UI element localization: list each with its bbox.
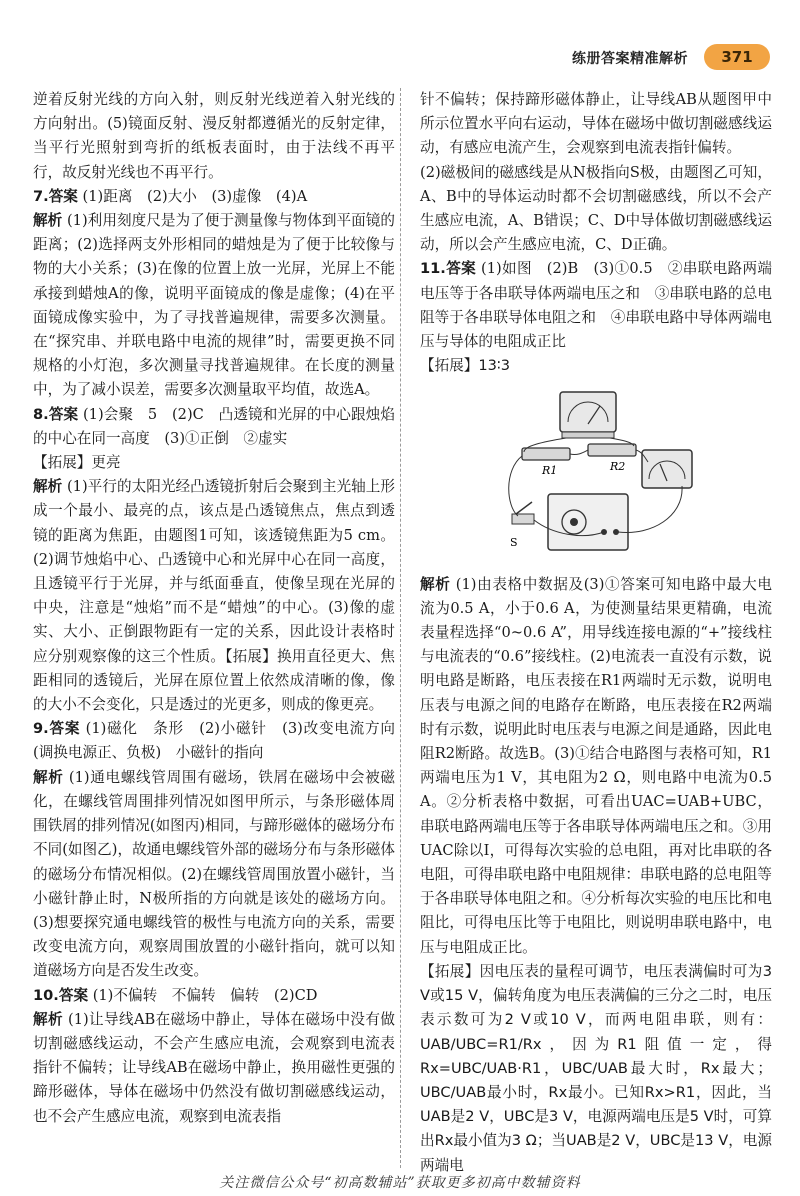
answer-tag: 答案 xyxy=(48,187,78,205)
column-divider xyxy=(400,88,401,1168)
question-8 xyxy=(33,403,395,451)
analysis-tag: 解析 xyxy=(420,575,451,593)
answer-tag: 答案 xyxy=(48,720,81,738)
answer-tag: 答案 xyxy=(48,405,79,423)
ammeter-icon xyxy=(642,450,692,488)
resistor-r2-icon xyxy=(588,444,636,456)
continued-paragraph: 针不偏转；保持蹄形磁体静止，让导线AB从题图甲中所示位置水平向右运动，导体在磁场中做切割磁感线运动，有感应电流产生，会观察到电流表指针偏转。 xyxy=(420,91,772,157)
answer-text: (1)如图 (2)B (3)①0.5 ②串联电路两端电压等于各串联导体两端电压之和 ③串联电路的总电阻等于各串联导体电阻之和 ④串联电路中导体两端电压与导体的电阻成正比 xyxy=(420,260,773,351)
question-9 xyxy=(33,717,395,765)
analysis-tag: 解析 xyxy=(33,768,64,786)
question-number: 11. xyxy=(420,260,446,278)
analysis-text: (1)通电螺线管周围有磁场，铁屑在磁场中会被磁化，在螺线管周围排列情况如图甲所示，与条形磁体周围铁屑的排列情况(如图丙)相同，与蹄形磁体的磁场分布不同(如图乙)，故通电螺线管外部的磁场分布与条形磁体的磁场分布情况相似。(2)在螺线管周围放置小磁针，当小磁针静止时，N极所指的方向就是该处的磁场方向。(3)想要探究通电螺线管的极性与电流方向的关系，需要改变电流方向，观察周围放置的小磁针指向，就可以知道磁场方向是否发生改变。 xyxy=(33,768,395,980)
answer-text: (1)会聚 5 (2)C 凸透镜和光屏的中心跟烛焰的中心在同一高度 (3)①正倒 ②虚实 xyxy=(33,405,395,447)
analysis-7 xyxy=(33,209,395,403)
analysis-11 xyxy=(420,573,772,960)
question-number: 9. xyxy=(33,720,49,738)
analysis-tag: 解析 xyxy=(33,1010,63,1028)
analysis-text: (1)由表格中数据及(3)①答案可知电路中最大电流为0.5 A，小于0.6 A，为使测量结果更精确，电流表量程选择“0~0.6 A”，用导线连接电源的“+”接线柱与电流表的“0.6”接线柱。(2)电流表一直没有示数，说明电路是断路，电压表接在R1两端时无示数，说明电压表与电源之间的电路存在断路，电压表接在R2两端时有示数，说明此时电压表与电源之间是通路，因此电阻R2断路。故选B。(3)①结合电路图与表格可知，R1两端电压为1 V，其电阻为2 Ω，则电路中电流为0.5 A。②分析表格中数据，可看出UAC=UAB+UBC，串联电路两端电压等于各串联导体两端电压之和。③用UAC除以I，可得每次实验的总电阻，再对比串联的各电阻，可得串联电路中电阻规律：串联电路的总电阻等于各串联导体电阻之和。④分析每次实验的电压比和电阻比，可得电压比等于电阻比，则说明串联电路中，电压与电阻成正比。 xyxy=(420,575,772,956)
resistor-r1-icon xyxy=(522,448,570,460)
analysis-10 xyxy=(33,1008,395,1129)
extension-8: 【拓展】更亮 xyxy=(33,454,121,472)
r2-label: R2 xyxy=(610,460,626,474)
question-11 xyxy=(420,257,772,354)
analysis-tag: 解析 xyxy=(33,212,63,230)
analysis-9 xyxy=(33,766,395,984)
left-column xyxy=(33,88,395,1129)
page-number-badge: 371 xyxy=(704,44,770,70)
header-title: 练册答案精准解析 xyxy=(572,51,688,67)
question-number: 10. xyxy=(33,986,59,1004)
answer-text: (1)距离 (2)大小 (3)虚像 (4)A xyxy=(82,187,308,205)
continued-paragraph: 逆着反射光线的方向入射，则反射光线逆着入射光线的方向射出。(5)镜面反射、漫反射都遵循光的反射定律，当平行光照射到弯折的纸板表面时，由于法线不再平行，故反射光线也不再平行。 xyxy=(33,91,395,181)
voltmeter-icon xyxy=(560,392,616,438)
question-7 xyxy=(33,185,395,209)
analysis-tag: 解析 xyxy=(33,478,63,496)
question-number: 7. xyxy=(33,187,49,205)
circuit-diagram xyxy=(492,386,702,556)
question-number: 8. xyxy=(33,405,49,423)
answer-tag: 答案 xyxy=(445,260,477,278)
page-header xyxy=(0,44,800,74)
extension-11-detail: 【拓展】因电压表的量程可调节，电压表满偏时可为3 V或15 V，偏转角度为电压表满偏的三分之二时，电压表示数可为2 V或10 V，而两电阻串联，则有：UAB/UBC=R1/Rx，因为R1阻值一定，得Rx=UBC/UAB·R1，UBC/UAB最大时，Rx最大；UBC/UAB最小时，Rx最小。已知Rx>R1，因此，当UAB是2 V，UBC是3 V，电源两端电压是5 V时，可算出Rx最小值为3 Ω；当UAB是2 V，UBC是13 V，电源两端电 xyxy=(420,962,772,1174)
analysis-text: (1)利用刻度尺是为了便于测量像与物体到平面镜的距离；(2)选择两支外形相同的蜡烛是为了便于比较像与物的大小关系；(3)在像的位置上放一光屏，光屏上不能承接到蜡烛A的像，说明平面镜成的像是虚像；(4)在平面镜成像实验中，为了寻找普遍规律，需要多次测量。在“探究串、并联电路中电流的规律”时，需要更换不同规格的小灯泡，多次测量寻找普遍规律。在长度的测量中，为了减小误差，需要多次测量取平均值，故选A。 xyxy=(33,212,395,399)
answer-text: (1)不偏转 不偏转 偏转 (2)CD xyxy=(92,986,318,1004)
question-10 xyxy=(33,984,395,1008)
r1-label: R1 xyxy=(542,464,558,478)
right-column xyxy=(420,88,772,1178)
answer-tag: 答案 xyxy=(58,986,89,1004)
analysis-text: (1)平行的太阳光经凸透镜折射后会聚到主光轴上形成一个最小、最亮的点，该点是凸透镜焦点，焦点到透镜的距离为焦距，由题图1可知，该透镜焦距为5 cm。(2)调节烛焰中心、凸透镜中心和光屏中心在同一高度，且透镜平行于光屏，并与纸面垂直，使像呈现在光屏的中央，注意是“烛焰”而不是“蜡烛”的中心。(3)像的虚实、大小、正倒跟物距有一定的关系，因此设计表格时应分别观察像的这三个性质。【拓展】换用直径更大、焦距相同的透镜后，光屏在原位置上依然成清晰的像，像的大小不会变化，只是透过的光更多，则成的像更亮。 xyxy=(33,478,395,714)
answer-text: (1)磁化 条形 (2)小磁针 (3)改变电流方向(调换电源正、负极) 小磁针的指向 xyxy=(33,720,395,762)
switch-label: S xyxy=(510,536,518,550)
analysis-text: (1)让导线AB在磁场中静止，导体在磁场中没有做切割磁感线运动，不会产生感应电流，会观察到电流表指针不偏转；让导线AB在磁场中静止，换用磁性更强的蹄形磁体，导体在磁场中仍然没有做切割磁感线运动，也不会产生感应电流，观察到电流表指 xyxy=(33,1010,395,1125)
power-supply-icon xyxy=(548,494,628,550)
extension-11: 【拓展】13∶3 xyxy=(420,357,511,375)
analysis-8 xyxy=(33,475,395,717)
footer-note: 关注微信公众号“初高数辅站”获取更多初高中数辅资料 xyxy=(219,1175,581,1191)
paragraph: (2)磁极间的磁感线是从N极指向S极，由题图乙可知，A、B中的导体运动时都不会切割磁感线，所以不会产生感应电流，A、B错误；C、D中导体做切割磁感线运动，所以会产生感应电流，C、D正确。 xyxy=(420,163,772,254)
